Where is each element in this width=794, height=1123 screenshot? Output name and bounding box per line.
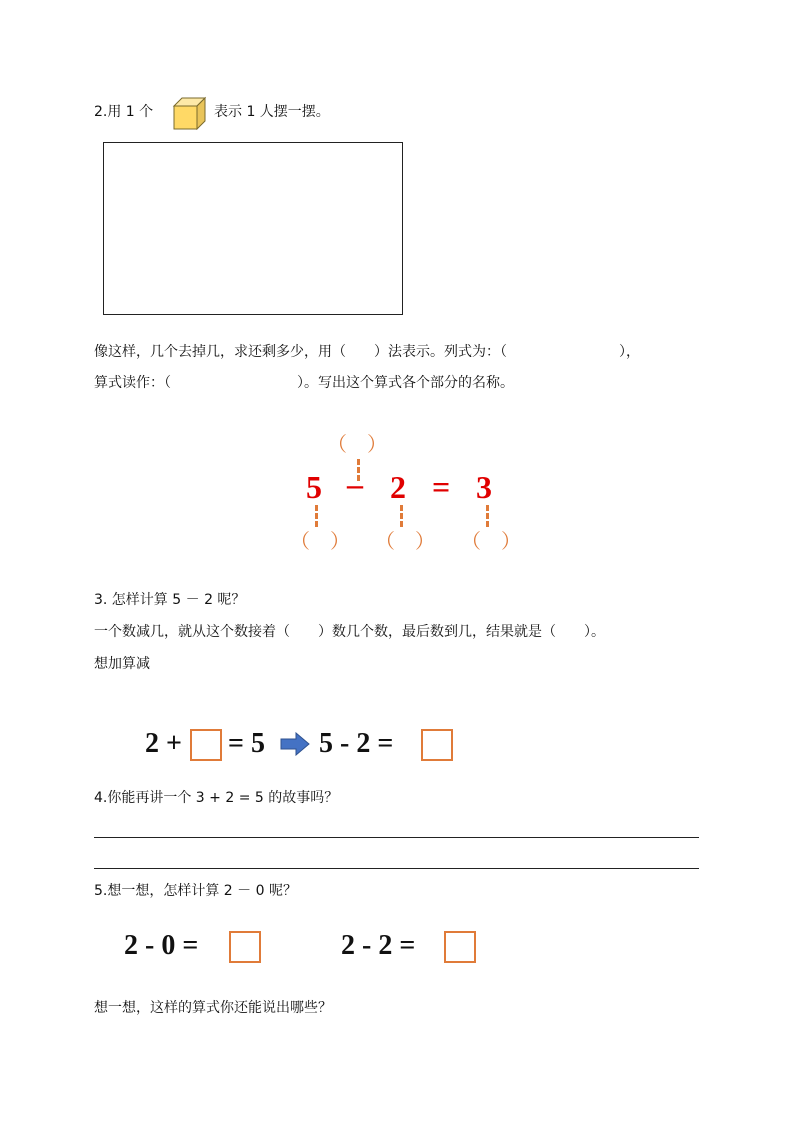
- diagram-minuend: 5: [306, 469, 322, 505]
- diagram-subtrahend: 2: [390, 469, 406, 505]
- answer-box[interactable]: [421, 729, 453, 761]
- q5-eq1: 2 - 0 =: [124, 930, 199, 961]
- q2-suffix: 表示 1 人摆一摆。: [214, 104, 330, 120]
- answer-line[interactable]: [94, 837, 699, 838]
- q3-eq-left-a: 2 +: [145, 728, 182, 759]
- answer-box[interactable]: [444, 931, 476, 963]
- q4-title: 4.你能再讲一个 3 + 2 = 5 的故事吗？: [94, 790, 339, 806]
- q2-line1: 像这样，几个去掉几，求还剩多少，用（ ）法表示。列式为：（ ），: [94, 344, 640, 360]
- q5-footer: 想一想，这样的算式你还能说出哪些？: [94, 1000, 332, 1016]
- diagram-minus: –: [347, 466, 363, 502]
- yellow-cube-icon: [172, 96, 206, 130]
- answer-box[interactable]: [190, 729, 222, 761]
- q3-line2: 想加算减: [94, 656, 150, 672]
- connector-line: [315, 505, 318, 527]
- diagram-difference: 3: [476, 469, 492, 505]
- minus-sign-name-blank[interactable]: （ ）: [327, 432, 387, 456]
- q3-eq-left-b: = 5: [228, 728, 265, 759]
- connector-line: [486, 505, 489, 527]
- minuend-name-blank[interactable]: （ ）: [290, 529, 350, 553]
- q2-prefix: 2.用 1 个: [94, 104, 154, 120]
- subtrahend-name-blank[interactable]: （ ）: [375, 529, 435, 553]
- answer-line[interactable]: [94, 868, 699, 869]
- difference-name-blank[interactable]: （ ）: [461, 529, 521, 553]
- blue-right-arrow-icon: [280, 732, 310, 760]
- q5-title: 5.想一想，怎样计算 2 － 0 呢？: [94, 883, 297, 899]
- answer-box[interactable]: [229, 931, 261, 963]
- drawing-area[interactable]: [103, 142, 403, 315]
- q3-eq-right: 5 - 2 =: [319, 728, 394, 759]
- diagram-equals: =: [432, 469, 451, 505]
- q2-line2: 算式读作：（ ）。写出这个算式各个部分的名称。: [94, 375, 514, 391]
- connector-line: [400, 505, 403, 527]
- q3-line1: 一个数减几，就从这个数接着（ ）数几个数，最后数到几，结果就是（ ）。: [94, 624, 605, 640]
- q3-title: 3. 怎样计算 5 － 2 呢？: [94, 592, 246, 608]
- q5-eq2: 2 - 2 =: [341, 930, 416, 961]
